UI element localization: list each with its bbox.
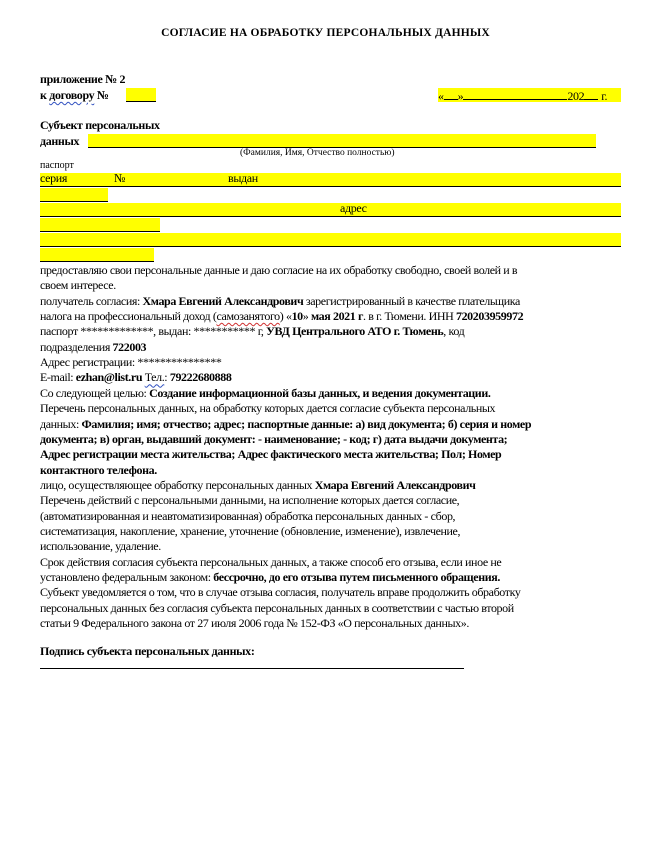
body-line xyxy=(40,463,157,478)
text: статьи 9 Федерального закона от 27 июля 2006 года № 152-ФЗ «О персональных данных». xyxy=(40,616,469,631)
text: паспорт *************, выдан: *********** г, xyxy=(40,324,267,339)
body-line xyxy=(40,263,517,278)
body-line xyxy=(40,386,490,401)
signature-label: Подпись субъекта персональных данных: xyxy=(40,644,255,658)
body-line xyxy=(40,447,501,462)
appendix-label: приложение № 2 xyxy=(40,72,126,86)
address-continued-field[interactable] xyxy=(40,218,160,232)
body-line xyxy=(40,555,501,570)
body-line xyxy=(40,616,469,631)
bold-text: 720203959972 xyxy=(455,309,524,324)
text: Перечень действий с персональными данными, на исполнение которых дается согласие, xyxy=(40,493,460,508)
date-close-quote: » xyxy=(457,89,464,103)
text: использование, удаление. xyxy=(40,539,161,554)
text: Адрес регистрации: *************** xyxy=(40,355,222,370)
bold-text: документа; в) орган, выдавший документ: - наименование; - код; г) дата выдачи документа; xyxy=(40,431,508,446)
body-line xyxy=(40,370,231,385)
bold-text: Создание информационной базы данных, и ведения документации. xyxy=(149,385,491,400)
body-line xyxy=(40,478,476,493)
body-line xyxy=(40,493,459,508)
text: подразделения xyxy=(40,339,113,354)
text: налога на профессиональный доход ( xyxy=(40,309,217,324)
text: ) « xyxy=(279,309,292,324)
text: Субъект уведомляется о том, что в случае отзыва согласия, получатель вправе продолжить обработку xyxy=(40,585,521,600)
text: установлено федеральным законом: xyxy=(40,570,214,584)
text: зарегистрированный в качестве плательщика xyxy=(303,293,520,308)
body-line xyxy=(40,417,531,432)
contract-label xyxy=(40,88,109,103)
body-line xyxy=(40,601,514,616)
bold-text: Фамилия; имя; отчество; адрес; паспортные данные: а) вид документа; б) серия и номер xyxy=(81,416,532,431)
subject-label-line1: Субъект персональных xyxy=(40,118,160,132)
contract-number-field[interactable] xyxy=(126,88,156,102)
body-line xyxy=(40,570,500,585)
body-line xyxy=(40,355,221,370)
bold-text: мая 2021 г xyxy=(310,309,364,324)
body-line xyxy=(40,340,146,355)
bold-text: ezhan@list.ru xyxy=(75,370,143,385)
text: данных: xyxy=(40,416,82,431)
bold-text: контактного телефона. xyxy=(40,462,157,477)
body-line xyxy=(40,524,460,539)
fio-hint: (Фамилия, Имя, Отчество полностью) xyxy=(240,148,395,158)
contract-date-field[interactable] xyxy=(438,88,621,102)
bold-text: Адрес регистрации места жительства; Адрес фактического места жительства; Пол; Номер xyxy=(40,447,502,462)
passport-issued-continued-field[interactable] xyxy=(40,188,108,202)
passport-series-label: серия xyxy=(40,171,67,185)
document-title: СОГЛАСИЕ НА ОБРАБОТКУ ПЕРСОНАЛЬНЫХ ДАННЫХ xyxy=(161,27,490,39)
body-line xyxy=(40,278,116,293)
issued-address-row-field[interactable] xyxy=(40,203,621,217)
passport-issued-label: выдан xyxy=(228,171,258,185)
body-line xyxy=(40,509,455,524)
text: Срок действия согласия субъекта персональных данных, а также способ его отзыва, если иное не xyxy=(40,554,502,569)
bold-text: бессрочно, до его отзыва путем письменного обращения. xyxy=(213,570,500,584)
text: , код xyxy=(443,324,465,339)
bold-text: Хмара Евгений Александрович xyxy=(142,293,304,308)
text: E-mail: xyxy=(40,370,76,385)
passport-row-field[interactable] xyxy=(40,173,621,187)
body-line xyxy=(40,432,507,447)
address-label: адрес xyxy=(340,201,367,215)
date-open-quote: « xyxy=(438,89,444,103)
bold-text: УВД Центрального АТО г. Тюмень xyxy=(266,324,444,339)
bold-text: 10 xyxy=(291,309,303,324)
body-line xyxy=(40,309,523,324)
text: Перечень персональных данных, на обработку которых дается согласие субъекта персональных xyxy=(40,401,496,416)
bold-text: 79222680888 xyxy=(169,370,232,385)
signature-line[interactable] xyxy=(40,668,464,669)
body-line xyxy=(40,324,464,339)
text: » xyxy=(302,309,311,324)
text: предоставляю свои персональные данные и даю согласие на их обработку свободно, своей волей и в xyxy=(40,263,518,277)
bold-text: 722003 xyxy=(112,339,147,354)
contract-number-sign: № xyxy=(94,88,109,102)
text: персональных данных без согласия субъекта персональных данных в соответствии с частью второй xyxy=(40,600,514,615)
body-line xyxy=(40,585,520,600)
text: лицо, осуществляющее обработку персональных данных xyxy=(40,477,315,492)
body-line xyxy=(40,401,495,416)
subject-fio-field[interactable] xyxy=(88,134,596,148)
passport-label: паспорт xyxy=(40,160,74,171)
text: своем интересе. xyxy=(40,278,116,293)
text: систематизация, накопление, хранение, уточнение (обновление, изменение), извлечение, xyxy=(40,523,461,538)
text: Тел. xyxy=(144,370,165,385)
text: самозанятого xyxy=(216,309,280,324)
address-line2-field[interactable] xyxy=(40,233,621,247)
address-line3-field[interactable] xyxy=(40,248,154,262)
text: . в г. Тюмени. ИНН xyxy=(363,309,456,324)
body-line xyxy=(40,294,520,309)
text: Со следующей целью: xyxy=(40,385,150,400)
passport-number-label: № xyxy=(114,171,126,185)
text: : xyxy=(164,370,170,385)
text: получатель согласия: xyxy=(40,293,143,308)
body-line xyxy=(40,539,161,554)
date-suffix: г. xyxy=(601,89,608,103)
text: (автоматизированная и неавтоматизированная) обработка персональных данных - сбор, xyxy=(40,508,456,523)
contract-word: договору xyxy=(49,88,95,102)
date-year: 202 xyxy=(567,89,585,103)
contract-prefix: к xyxy=(40,88,50,102)
bold-text: Хмара Евгений Александрович xyxy=(314,477,476,492)
subject-label-line2: данных xyxy=(40,134,80,148)
